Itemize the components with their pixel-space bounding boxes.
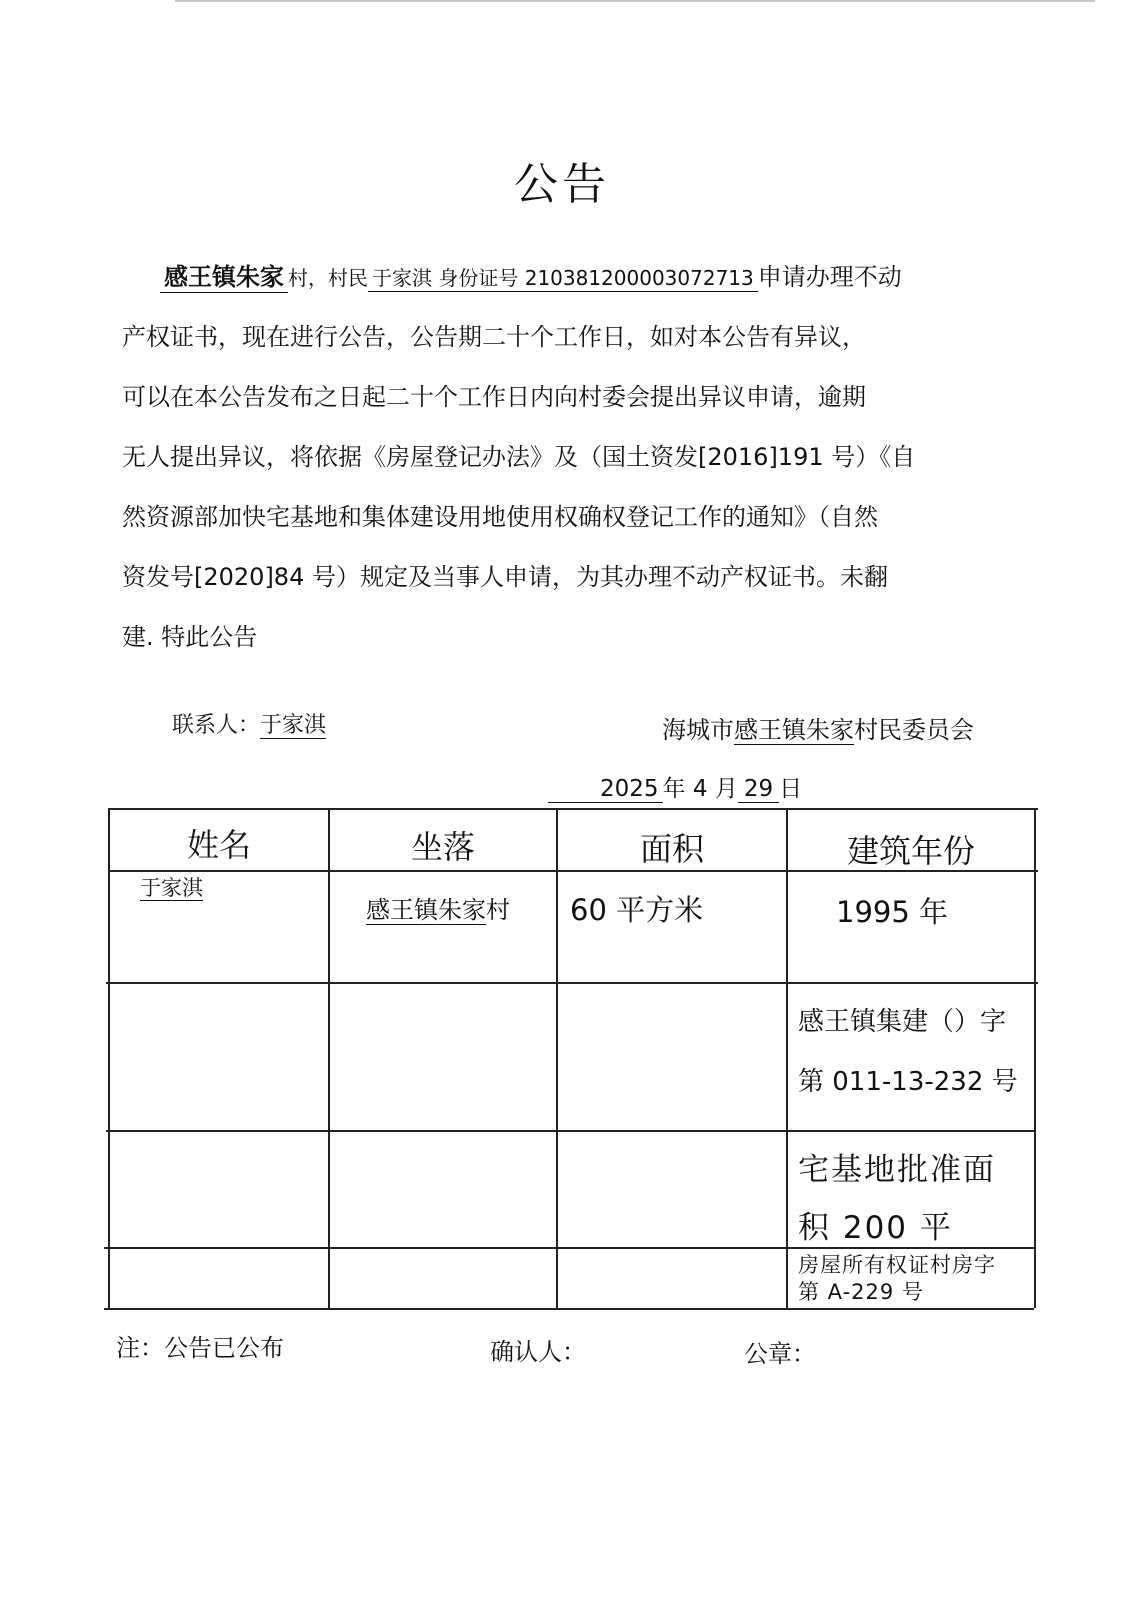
table-line-row2 xyxy=(106,1130,1036,1132)
body-line-4: 无人提出异议，将依据《房屋登记办法》及（国土资发[2016]191 号）《自 xyxy=(122,443,916,471)
committee-middle: 感王镇朱家 xyxy=(734,716,854,744)
notice-title: 公告 xyxy=(514,159,610,210)
row4-ownership-line2: 第 A-229 号 xyxy=(798,1280,924,1304)
footer-seal: 公章： xyxy=(744,1340,816,1368)
body-line-6: 资发号[2020]84 号）规定及当事人申请，为其办理不动产权证书。未翻 xyxy=(122,563,888,591)
row3-approval-line1: 宅基地批准面 xyxy=(798,1152,996,1188)
footer-note: 注：公告已公布 xyxy=(116,1334,284,1362)
table-col-3 xyxy=(786,808,788,1308)
row4-ownership-line1: 房屋所有权证村房字 xyxy=(798,1253,996,1277)
row1-area: 60 平方米 xyxy=(570,893,704,927)
date-year-unit: 年 xyxy=(662,776,686,802)
row2-cert-line2: 第 011-13-232 号 xyxy=(798,1067,1018,1097)
row1-name xyxy=(140,872,203,902)
table-col-2 xyxy=(556,808,558,1308)
date-month-unit: 月 xyxy=(714,776,738,802)
body-line-3: 可以在本公告发布之日起二十个工作日内向村委会提出异议申请，逾期 xyxy=(122,383,866,411)
applicant-name-id: 于家淇 身份证号 210381200003072713 xyxy=(368,266,758,292)
table-line-top xyxy=(108,808,1038,810)
contact-name: 于家淇 xyxy=(260,713,327,738)
row2-cert-line1: 感王镇集建（）字 xyxy=(798,1007,1007,1037)
village-suffix: 村，村民 xyxy=(288,266,368,290)
body-line-7: 建. 特此公告 xyxy=(122,623,258,651)
row1-location-underlined: 感王镇朱家 xyxy=(366,896,486,924)
row1-location xyxy=(366,890,510,925)
header-area: 面积 xyxy=(639,830,704,868)
date-month: 4 xyxy=(692,776,708,802)
scan-edge-line xyxy=(175,0,1095,2)
table-line-row1 xyxy=(106,982,1038,984)
committee-prefix: 海城市 xyxy=(662,716,734,744)
row1-year: 1995 年 xyxy=(836,895,949,929)
header-build-year: 建筑年份 xyxy=(846,832,975,870)
table-col-right xyxy=(1034,808,1036,1308)
village-committee xyxy=(662,710,974,745)
row1-location-suffix: 村 xyxy=(486,896,510,924)
row3-approval-line2: 积 200 平 xyxy=(798,1210,953,1246)
header-name: 姓名 xyxy=(186,826,251,864)
footer-confirmer: 确认人： xyxy=(490,1338,586,1366)
contact-label: 联系人： xyxy=(172,713,261,738)
body-line-2: 产权证书，现在进行公告，公告期二十个工作日，如对本公告有异议， xyxy=(122,323,866,351)
line1-end: 申请办理不动 xyxy=(757,263,902,291)
village-name: 感王镇朱家 xyxy=(160,263,288,293)
table-line-bottom xyxy=(104,1308,1034,1310)
table-col-left xyxy=(108,808,110,1308)
row1-name-text: 于家淇 xyxy=(140,876,203,900)
table-col-1 xyxy=(328,808,330,1308)
body-line-1 xyxy=(122,262,902,293)
header-location: 坐落 xyxy=(410,828,475,866)
date-day-unit: 日 xyxy=(779,776,803,802)
contact-person xyxy=(172,708,326,739)
date-year: 2025 xyxy=(548,776,663,803)
date-day: 29 xyxy=(738,776,779,803)
body-line-5: 然资源部加快宅基地和集体建设用地使用权确权登记工作的通知》（自然 xyxy=(122,503,878,531)
committee-suffix: 村民委员会 xyxy=(854,716,974,744)
notice-date xyxy=(548,770,802,803)
